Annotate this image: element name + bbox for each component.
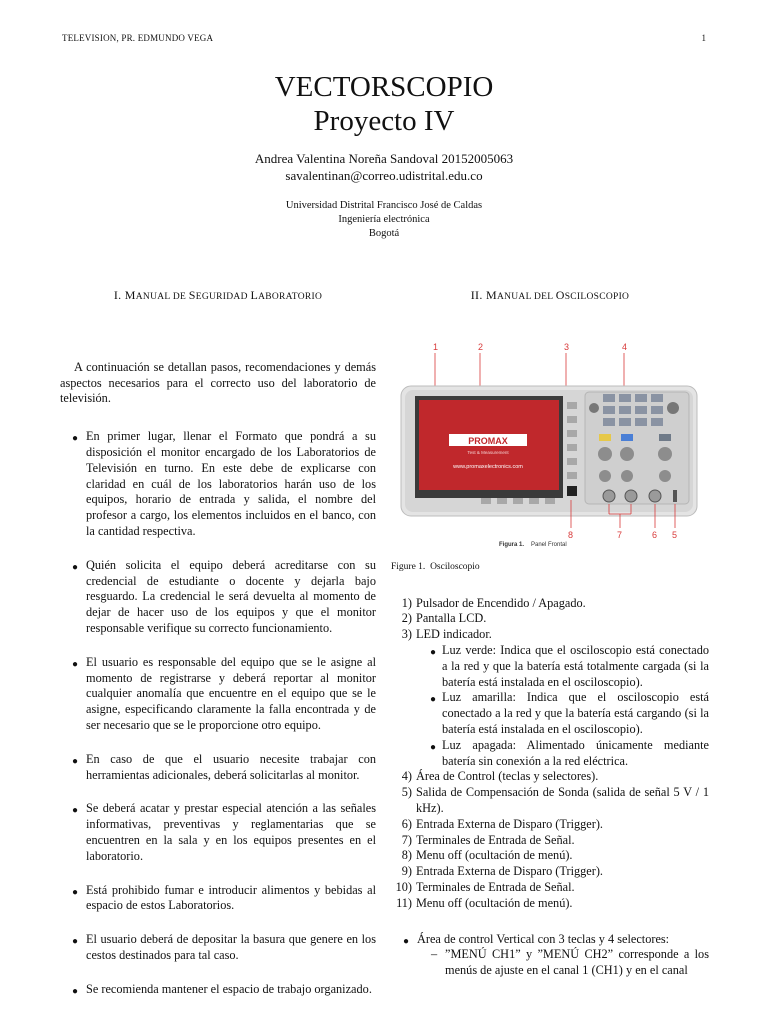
list-item: ● Luz apagada: Alimentado únicamente mediante batería sin conexión a la red eléctrica. — [430, 737, 709, 768]
inner-caption-label: Figura 1. — [499, 541, 525, 548]
list-item: 3) LED indicador. ● Luz verde: Indica que el osciloscopio está conectado a la red y que la batería está totalmente cargada (si la batería está instalada en el osciloscopio). ● Luz amarilla: Indica que el osciloscopio está conectado a la red y que la batería está cargando (si la batería está instalada en el osciloscopio). ● Luz apagada: Alimentado únicamente mediante batería sin conexión a la red eléctrica. — [401, 627, 709, 768]
list-item: ● Está prohibido fumar e introducir alimentos y bebidas al espacio de estos Laboratorios. — [72, 882, 376, 913]
oscilloscope-parts-list — [391, 596, 709, 912]
author-name: Andrea Valentina Noreña Sandoval 20152005063 — [254, 151, 514, 166]
left-column — [60, 288, 376, 998]
affiliation — [0, 199, 768, 241]
vertical-controls-list — [391, 932, 709, 979]
list-item: ● El usuario es responsable del equipo que se le asigne al momento de registrarse y deberá reportar al monitor cualquier anomalía que encuentre en el equipo que se le asigne, especificando claramente la falla encontrada y de ser necesario que se le proporcione otro equipo. — [72, 654, 376, 732]
list-item: ● Luz verde: Indica que el osciloscopio está conectado a la red y que la batería está totalmente cargada (si la batería está instalada en el osciloscopio). — [430, 642, 709, 689]
list-item: ● Quién solicita el equipo deberá acreditarse con su credencial de estudiante o docente y dejarla bajo resguardo. La credencial le será devuelta al momento de dejar de hacer uso de los equipos y que el monitor responsable verifique su correcto funcionamiento. — [72, 557, 376, 635]
affiliation-city: Bogotá — [368, 228, 400, 239]
bullet-icon: ● — [430, 741, 437, 753]
section-heading-2: II. MANUAL DEL OSCILOSCOPIO — [470, 288, 630, 302]
list-item: 2) Pantalla LCD. — [401, 611, 487, 626]
list-item: 11) Menu off (ocultación de menú). — [396, 895, 573, 910]
callout-1: 1 — [433, 341, 439, 352]
list-item: ● Se deberá acatar y prestar especial atención a las señales informativas, preventivas y reglamentarias que se encuentren en la sala y en los equipos presentes en el laboratorio. — [72, 801, 376, 863]
paper-title: VECTORSCOPIO — [274, 71, 494, 103]
title-block — [0, 70, 768, 241]
list-item: 9) Entrada Externa de Disparo (Trigger). — [401, 864, 604, 879]
list-item: ● Área de control Vertical con 3 teclas y 4 selectores: – ”MENÚ CH1” y ”MENÚ CH2” corresponde a los menús de ajuste en el canal 1 (CH1) y en el canal — [403, 931, 709, 978]
bullet-icon: ● — [72, 561, 79, 573]
list-item: 7) Terminales de Entrada de Señal. — [401, 832, 575, 847]
list-item: ● En caso de que el usuario necesite trabajar con herramientas adicionales, deberá solicitarlas al monitor. — [72, 751, 376, 782]
page-number: 1 — [701, 33, 706, 43]
inner-caption-text: Panel Frontal — [531, 541, 567, 548]
figure-caption: Figure 1. Osciloscopio — [391, 561, 480, 572]
list-item: 8) Menu off (ocultación de menú). — [401, 848, 573, 863]
list-item: ● El usuario deberá de depositar la basura que genere en los cestos destinados para tal caso. — [72, 932, 376, 962]
bullet-icon: ● — [72, 805, 79, 817]
list-item: 10) Terminales de Entrada de Señal. — [395, 879, 575, 894]
safety-list — [60, 429, 376, 997]
bullet-icon: ● — [72, 936, 79, 948]
affiliation-university: Universidad Distrital Francisco José de Caldas — [285, 200, 483, 211]
section-heading-1: I. MANUAL DE SEGURIDAD LABORATORIO — [113, 288, 323, 302]
list-item: ● En primer lugar, llenar el Formato que pondrá a su disposición el monitor encargado de los Laboratorios de Televisión en turno. En este debe de explicarse con claridad en cuál de los laboratorios harán uso de los equipos, horario de entrada y salida, el nombre del profesor a cargo, los elementos incluidos en el banco, con la cantidad respectiva. — [72, 429, 376, 538]
brand-url: www.promaxelectronics.com — [453, 463, 523, 470]
list-item: 6) Entrada Externa de Disparo (Trigger). — [401, 816, 604, 831]
list-item: 4) Área de Control (teclas y selectores). — [401, 769, 599, 784]
oscilloscope-image — [391, 328, 709, 548]
right-column — [391, 288, 709, 979]
list-item: ● Luz amarilla: Indica que el osciloscopio está conectado a la red y que la batería está cargando (si la batería está instalada en el osciloscopio). — [430, 690, 709, 736]
intro-paragraph: A continuación se detallan pasos, recomendaciones y demás aspectos necesarios para el correcto uso del laboratorio de televisión. — [60, 359, 376, 406]
affiliation-program: Ingeniería electrónica — [338, 214, 430, 225]
list-item: 1) Pulsador de Encendido / Apagado. — [401, 595, 586, 610]
list-item: – ”MENÚ CH1” y ”MENÚ CH2” corresponde a los menús de ajuste en el canal 1 (CH1) y en el canal — [431, 947, 709, 978]
list-item: 5) Salida de Compensación de Sonda (salida de señal 5 V / 1 kHz). — [401, 785, 709, 815]
bullet-icon: ● — [72, 886, 79, 898]
callout-8: 8 — [568, 529, 574, 540]
dash-sublist — [417, 947, 709, 979]
callout-6: 6 — [652, 529, 658, 540]
list-item: ● Se recomienda mantener el espacio de trabajo organizado. — [60, 982, 376, 998]
running-header: TELEVISION, PR. EDMUNDO VEGA — [62, 33, 214, 43]
callout-4: 4 — [622, 341, 628, 352]
bullet-icon: ● — [72, 433, 79, 445]
led-sublist — [416, 643, 709, 769]
callout-2: 2 — [478, 341, 484, 352]
bullet-icon: ● — [72, 755, 79, 767]
callout-3: 3 — [564, 341, 570, 352]
oscilloscope-figure — [391, 328, 709, 548]
bullet-icon: ● — [72, 985, 79, 997]
bullet-icon: ● — [430, 646, 437, 658]
callout-5: 5 — [672, 529, 678, 540]
author-email[interactable]: savalentinan@correo.udistrital.edu.co — [285, 168, 483, 183]
svg-text:Test & Measurement: Test & Measurement — [467, 449, 509, 455]
author-block — [0, 150, 768, 184]
bullet-icon: ● — [403, 935, 410, 947]
bullet-icon: ● — [72, 658, 79, 670]
bullet-icon: ● — [430, 694, 437, 706]
paper-subtitle: Proyecto IV — [313, 105, 455, 137]
brand-logo: PROMAX — [468, 435, 508, 446]
callout-7: 7 — [617, 529, 623, 540]
